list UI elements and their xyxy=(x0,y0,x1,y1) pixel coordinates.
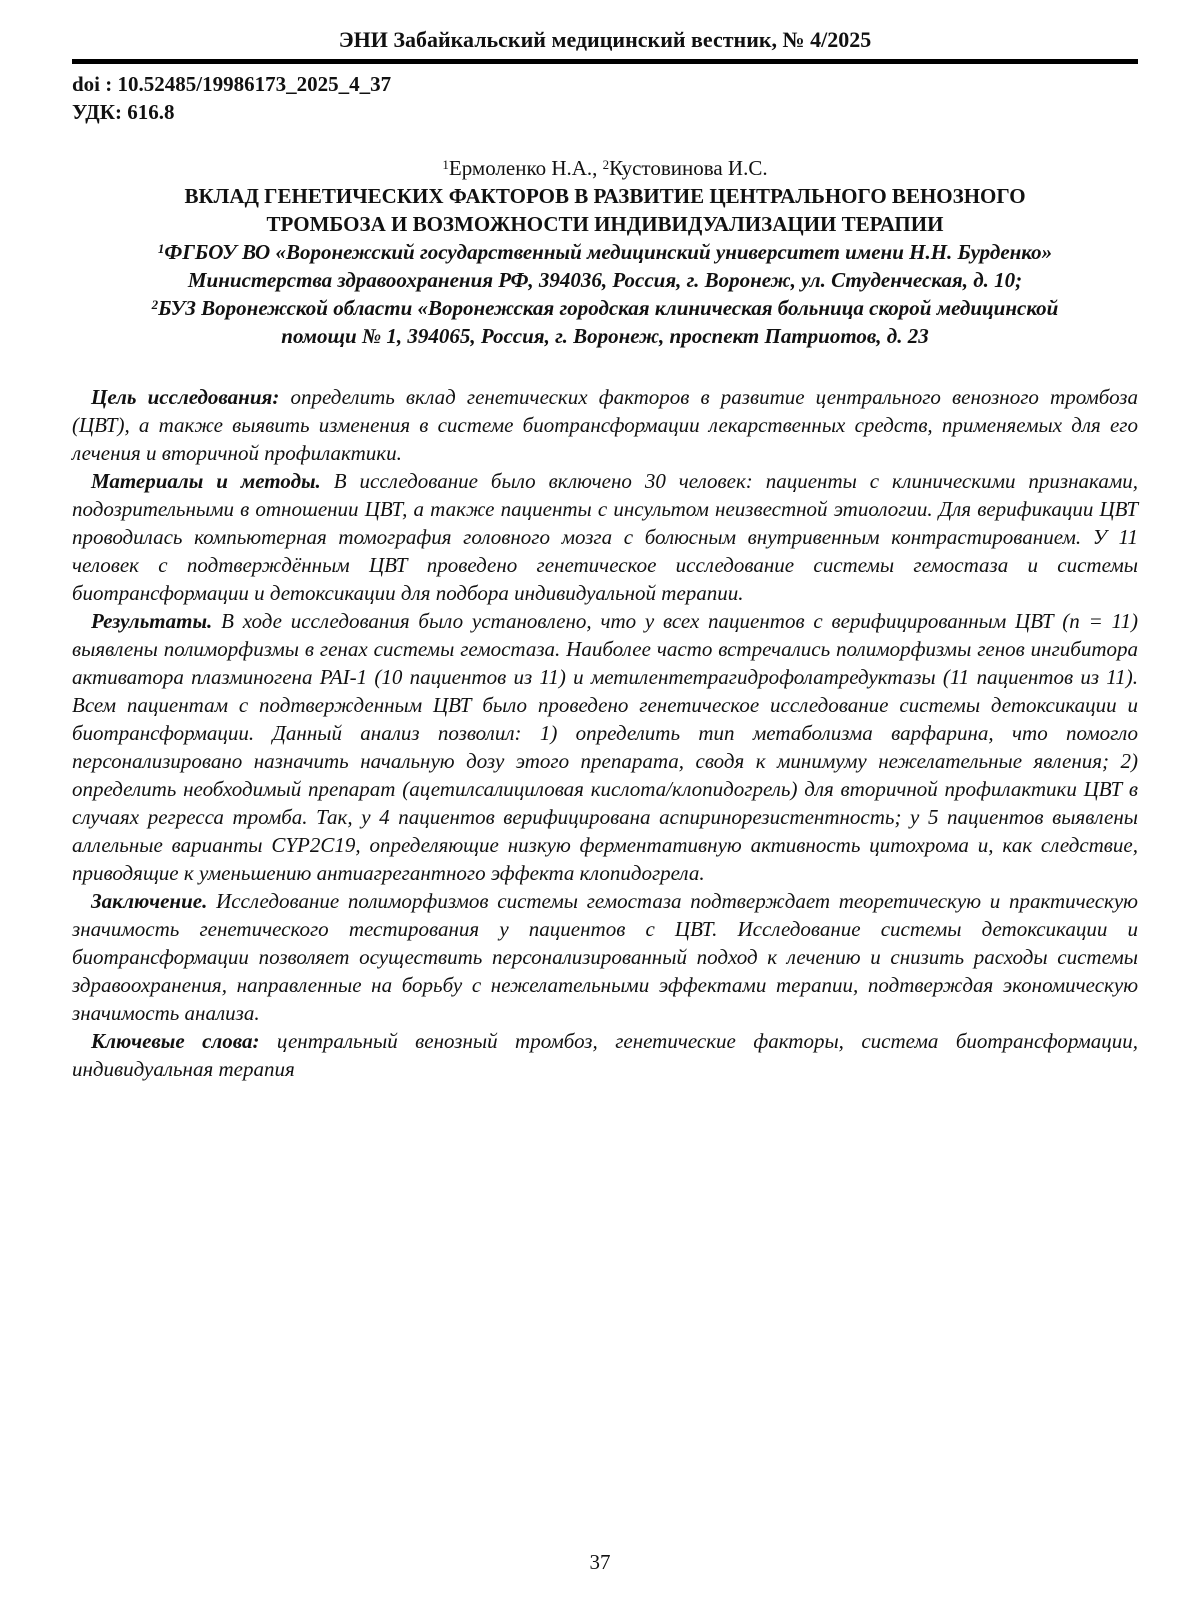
title-line-2: ТРОМБОЗА И ВОЗМОЖНОСТИ ИНДИВИДУАЛИЗАЦИИ ТЕРАПИИ xyxy=(266,212,944,236)
abstract-keywords xyxy=(72,1027,1138,1083)
title-block xyxy=(72,154,1138,350)
affiliation-1-line-2: Министерства здравоохранения РФ, 394036, Россия, г. Воронеж, ул. Студенческая, д. 10; xyxy=(187,268,1023,292)
udc: УДК: 616.8 xyxy=(72,100,175,124)
methods-label: Материалы и методы. xyxy=(91,469,321,493)
aim-label: Цель исследования: xyxy=(91,385,280,409)
abstract xyxy=(72,383,1138,1083)
journal-header: ЭНИ Забайкальский медицинский вестник, № 4/2025 xyxy=(338,27,872,52)
author-2-affiliation-mark: 2 xyxy=(602,157,610,173)
affiliations xyxy=(72,238,1138,350)
aim-text: определить вклад генетических факторов в развитие центрального венозного тромбоза (ЦВТ), а также выявить изменения в системе биотрансформации лекарственных средств, применяемых для его лечения и вторичной профилактики. xyxy=(72,385,1138,465)
doi: doi : 10.52485/19986173_2025_4_37 xyxy=(72,72,392,96)
authors xyxy=(72,154,1138,182)
results-text: В ходе исследования было установлено, что у всех пациентов с верифицированным ЦВТ (n = 11) выявлены полиморфизмы в генах системы гемостаза. Наиболее часто встречались полиморфизмы генов ингибитора активатора плазминогена PAI-1 (10 пациентов из 11) и метилентетрагидрофолатредуктазы (11 пациентов из 11). Всем пациентам с подтвержденным ЦВТ было проведено генетическое исследование системы детоксикации и биотрансформации. Данный анализ позволил: 1) определить тип метаболизма варфарина, что помогло персонализировано назначить начальную дозу этого препарата, сводя к минимуму нежелательные явления; 2) определить необходимый препарат (ацетилсалициловая кислота/клопидогрель) для вторичной профилактики ЦВТ в случаях регресса тромба. Так, у 4 пациентов верифицирована аспиринорезистентность; у 5 пациентов выявлены аллельные варианты CYP2C19, определяющие низкую ферментативную активность цитохрома и, как следствие, приводящие к уменьшению антиагрегантного эффекта клопидогрела. xyxy=(72,609,1138,885)
abstract-results xyxy=(72,607,1138,887)
affiliation-2-line-1: $^2$БУЗ Воронежской области «Воронежская городская клиническая больница скорой медицинской xyxy=(151,296,1059,320)
page-number: 37 xyxy=(589,1550,611,1574)
abstract-aim xyxy=(72,383,1138,467)
article-title xyxy=(72,182,1138,238)
methods-text: В исследование было включено 30 человек: пациенты с клиническими признаками, подозрительными в отношении ЦВТ, а также пациенты с инсультом неизвестной этиологии. Для верификации ЦВТ проводилась компьютерная томография головного мозга с болюсным внутривенным контрастированием. У 11 человек с подтверждённым ЦВТ проведено генетическое исследование системы гемостаза и системы биотрансформации и детоксикации для подбора индивидуальной терапии. xyxy=(72,469,1138,605)
affiliation-1-line-1: $^1$ФГБОУ ВО «Воронежский государственный медицинский университет имени Н.Н. Бурденко» xyxy=(157,240,1053,264)
affiliation-2-mark: 2 xyxy=(151,297,159,313)
header-divider xyxy=(72,59,1138,64)
abstract-methods xyxy=(72,467,1138,607)
author-2: Кустовинова И.С. xyxy=(609,156,768,180)
title-line-1: ВКЛАД ГЕНЕТИЧЕСКИХ ФАКТОРОВ В РАЗВИТИЕ ЦЕНТРАЛЬНОГО ВЕНОЗНОГО xyxy=(184,184,1026,208)
author-1: Ермоленко Н.А., xyxy=(448,156,603,180)
keywords-label: Ключевые слова: xyxy=(91,1029,260,1053)
author-1-affiliation-mark: 1 xyxy=(442,157,449,173)
results-label: Результаты. xyxy=(91,609,213,633)
affiliation-2-line-2: помощи № 1, 394065, Россия, г. Воронеж, проспект Патриотов, д. 23 xyxy=(281,324,929,348)
conclusion-text: Исследование полиморфизмов системы гемостаза подтверждает теоретическую и практическую значимость генетического тестирования у пациентов с ЦВТ. Исследование системы детоксикации и биотрансформации позволяет осуществить персонализированный подход к лечению и снизить расходы системы здравоохранения, направленные на борьбу с нежелательными эффектами терапии, подтверждая экономическую значимость анализа. xyxy=(72,889,1138,1025)
article-meta xyxy=(72,70,391,126)
conclusion-label: Заключение. xyxy=(91,889,208,913)
abstract-conclusion xyxy=(72,887,1138,1027)
keywords-text: центральный венозный тромбоз, генетические факторы, система биотрансформации, индивидуальная терапия xyxy=(72,1029,1139,1081)
affiliation-1-mark: 1 xyxy=(157,241,165,257)
